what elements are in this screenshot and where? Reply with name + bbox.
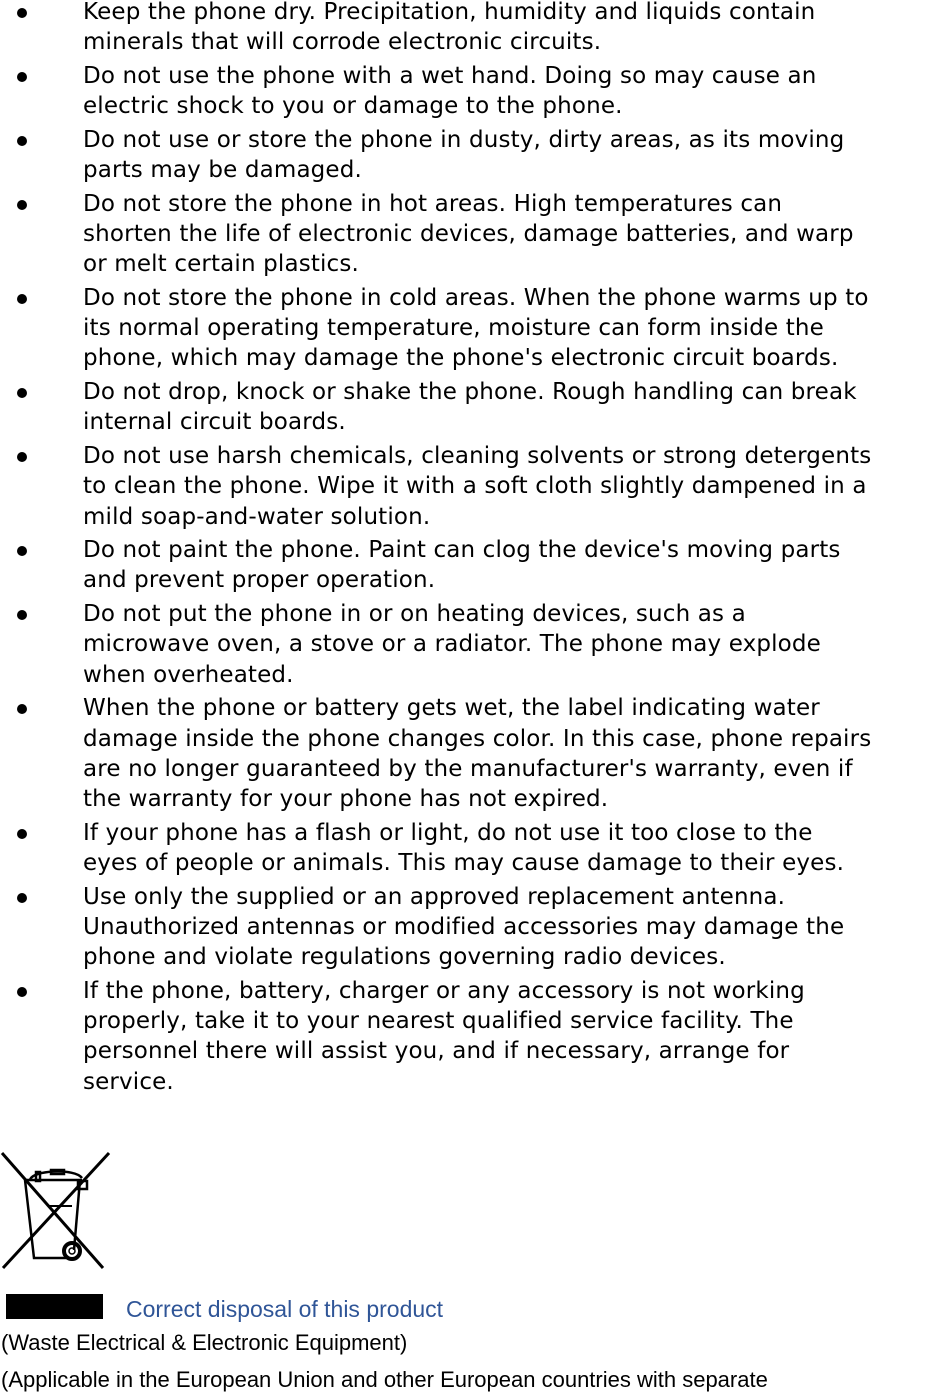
- precaution-item: [0, 0, 934, 58]
- precaution-item: [0, 599, 934, 690]
- precaution-text-line: minerals that will corrode electronic circuits.: [83, 29, 602, 56]
- precaution-item: [0, 61, 934, 122]
- precaution-text-line: or melt certain plastics.: [83, 251, 359, 278]
- precaution-text-line: service.: [83, 1068, 174, 1095]
- precaution-text-line: personnel there will assist you, and if necessary, arrange for: [83, 1038, 790, 1065]
- precaution-item: [0, 818, 934, 879]
- precaution-text-line: eyes of people or animals. This may cause damage to their eyes.: [83, 849, 845, 876]
- disposal-heading: Correct disposal of this product: [126, 1296, 444, 1322]
- precaution-text-line: phone, which may damage the phone's electronic circuit boards.: [83, 345, 839, 372]
- precaution-text-line: properly, take it to your nearest qualified service facility. The: [83, 1008, 794, 1035]
- precaution-text-line: When the phone or battery gets wet, the label indicating water: [83, 695, 820, 722]
- precaution-text-line: shorten the life of electronic devices, damage batteries, and warp: [83, 220, 854, 247]
- bullet-icon: [17, 829, 27, 839]
- precaution-text-line: Do not use the phone with a wet hand. Doing so may cause an: [83, 62, 817, 89]
- precaution-text-line: are no longer guaranteed by the manufacturer's warranty, even if: [83, 755, 853, 782]
- disposal-subtitle: (Waste Electrical & Electronic Equipment): [1, 1330, 408, 1355]
- precaution-text-line: when overheated.: [83, 661, 294, 688]
- precaution-text-line: Use only the supplied or an approved replacement antenna.: [83, 883, 786, 910]
- bullet-icon: [17, 546, 27, 556]
- precaution-text-line: electric shock to you or damage to the phone.: [83, 93, 623, 120]
- precaution-text-line: internal circuit boards.: [83, 409, 346, 436]
- precaution-item: [0, 441, 934, 532]
- bullet-icon: [17, 610, 27, 620]
- precaution-text-line: microwave oven, a stove or a radiator. The phone may explode: [83, 631, 821, 658]
- crossed-out-wheelie-bin-icon: [0, 1150, 112, 1272]
- precaution-item: [0, 377, 934, 438]
- precaution-item: [0, 693, 934, 814]
- bullet-icon: [17, 8, 27, 18]
- precaution-item: [0, 535, 934, 596]
- precaution-text-line: If the phone, battery, charger or any accessory is not working: [83, 977, 805, 1004]
- bullet-icon: [17, 388, 27, 398]
- precaution-text-line: If your phone has a flash or light, do not use it too close to the: [83, 819, 813, 846]
- bullet-icon: [17, 987, 27, 997]
- precaution-item: [0, 125, 934, 186]
- precaution-text-line: Do not paint the phone. Paint can clog the device's moving parts: [83, 537, 841, 564]
- bullet-icon: [17, 294, 27, 304]
- bullet-icon: [17, 893, 27, 903]
- precaution-text-line: Keep the phone dry. Precipitation, humidity and liquids contain: [83, 0, 816, 25]
- precaution-text-line: Do not drop, knock or shake the phone. Rough handling can break: [83, 379, 857, 406]
- redaction-bar: [6, 1294, 103, 1319]
- precaution-text-line: Do not store the phone in cold areas. When the phone warms up to: [83, 284, 869, 311]
- bullet-icon: [17, 200, 27, 210]
- precaution-text-line: the warranty for your phone has not expired.: [83, 786, 609, 813]
- precaution-item: [0, 976, 934, 1097]
- bullet-icon: [17, 136, 27, 146]
- precaution-text-line: Do not put the phone in or on heating devices, such as a: [83, 601, 746, 628]
- precaution-item: [0, 189, 934, 280]
- precaution-item: [0, 283, 934, 374]
- precaution-text-line: phone and violate regulations governing radio devices.: [83, 944, 726, 971]
- bullet-icon: [17, 452, 27, 462]
- precaution-text-line: mild soap-and-water solution.: [83, 503, 431, 530]
- precaution-text-line: and prevent proper operation.: [83, 567, 436, 594]
- precaution-text-line: Do not use harsh chemicals, cleaning solvents or strong detergents: [83, 442, 872, 469]
- bullet-icon: [17, 704, 27, 714]
- precaution-text-line: its normal operating temperature, moisture can form inside the: [83, 315, 824, 342]
- precaution-item: [0, 882, 934, 973]
- disposal-note: (Applicable in the European Union and other European countries with separate: [1, 1367, 768, 1392]
- bullet-icon: [17, 72, 27, 82]
- precaution-text-line: to clean the phone. Wipe it with a soft cloth slightly dampened in a: [83, 473, 867, 500]
- precaution-text-line: Unauthorized antennas or modified accessories may damage the: [83, 913, 845, 940]
- precaution-text-line: parts may be damaged.: [83, 157, 362, 184]
- precaution-text-line: Do not store the phone in hot areas. High temperatures can: [83, 190, 783, 217]
- precaution-text-line: damage inside the phone changes color. In this case, phone repairs: [83, 725, 872, 752]
- precaution-text-line: Do not use or store the phone in dusty, dirty areas, as its moving: [83, 126, 845, 153]
